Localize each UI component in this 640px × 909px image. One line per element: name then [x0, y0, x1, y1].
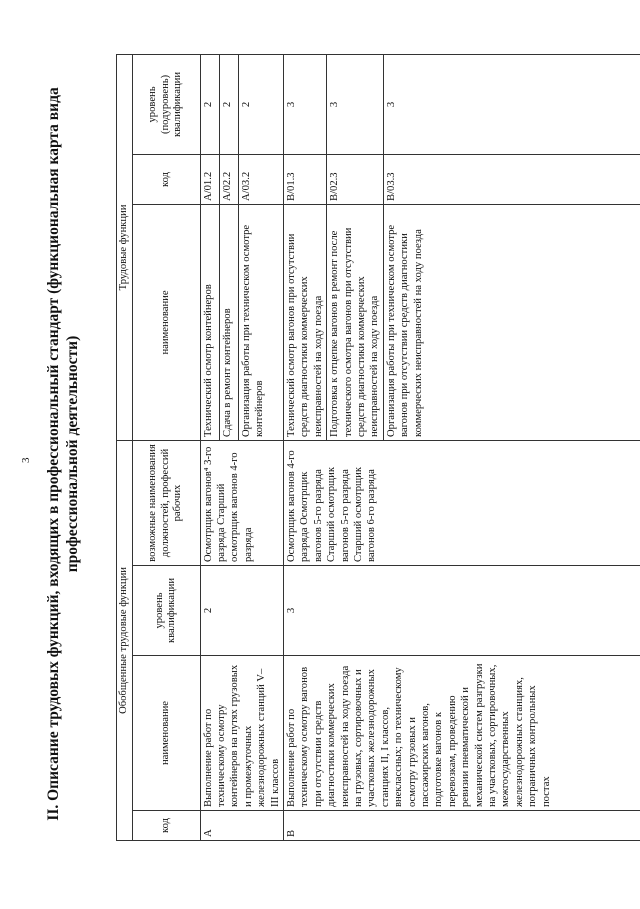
function-name: Организация работы при техническом осмотре контейнеров — [238, 204, 283, 440]
header-code: код — [132, 811, 200, 841]
header-subcode: код — [132, 154, 200, 204]
group-name: Выполнение работ по техническому осмотру контейнеров на путях грузовых и промежуточных железнодорожных станций V–III классов — [200, 656, 283, 811]
function-code: B/01.3 — [283, 154, 326, 204]
function-name: Технический осмотр вагонов при отсутствии средств диагностики коммерческих неисправностей на ходу поезда — [283, 204, 326, 440]
function-code: B/02.3 — [327, 154, 384, 204]
function-level: 2 — [219, 54, 238, 154]
function-code: A/01.2 — [200, 154, 219, 204]
header-sublevel: уровень (подуровень) квалификации — [132, 54, 200, 154]
header-generalized: Обобщенные трудовые функции — [117, 440, 133, 840]
header-name: наименование — [132, 656, 200, 811]
function-level: 3 — [383, 54, 640, 154]
header-level: уровень квалификации — [132, 566, 200, 656]
section-title: II. Описание трудовых функций, входящих в профессиональный стандарт (функциональная карта вида профессиональной деятельности) — [45, 87, 81, 821]
header-labor: Трудовые функции — [117, 54, 133, 440]
group-level: 3 — [283, 566, 640, 656]
function-name: Организация работы при техническом осмотре вагонов при отсутствии средств диагностики коммерческих неисправностей на ходу поезда — [383, 204, 640, 440]
group-level: 2 — [200, 566, 283, 656]
function-level: 3 — [327, 54, 384, 154]
function-level: 2 — [200, 54, 219, 154]
table-row — [283, 54, 326, 840]
function-name: Сдача в ремонт контейнеров — [219, 204, 238, 440]
group-positions: Осмотрщик вагонов⁴ 3-го разряда Старший осмотрщик вагонов 4-го разряда — [200, 440, 283, 565]
function-code: A/02.2 — [219, 154, 238, 204]
function-name: Технический осмотр контейнеров — [200, 204, 219, 440]
group-positions: Осмотрщик вагонов 4-го разряда Осмотрщик вагонов 5-го разряда Старший осмотрщик вагонов 5-го разряда Старший осмотрщик вагонов 6-го разряда — [283, 440, 640, 565]
group-code: А — [200, 811, 283, 841]
header-positions: возможные наименования должностей, профессий рабочих — [132, 440, 200, 565]
group-code: В — [283, 811, 640, 841]
function-code: A/03.2 — [238, 154, 283, 204]
table-row — [200, 54, 219, 840]
function-code: B/03.3 — [383, 154, 640, 204]
function-name: Подготовка к отцепке вагонов в ремонт после технического осмотра вагонов при отсутствии средств диагностики коммерческих неисправностей на ходу поезда — [327, 204, 384, 440]
function-level: 3 — [283, 54, 326, 154]
group-name: Выполнение работ по техническому осмотру вагонов при отсутствии средств диагностики коммерческих неисправностей на ходу поезда на грузовых, сортировочных и участковых железнодорожных станциях II, I классов, внеклассных; по техническому осмотру грузовых и пассажирских вагонов, подготовке вагонов к перевозкам, проведению ревизии пневматической и механической систем разгрузки на участковых, сортировочных, межгосударственных железнодорожных станциях, пограничных контрольных постах — [283, 656, 640, 811]
header-subname: наименование — [132, 204, 200, 440]
page-number: 3 — [20, 457, 32, 463]
function-level: 2 — [238, 54, 283, 154]
functional-map-table — [116, 54, 640, 841]
